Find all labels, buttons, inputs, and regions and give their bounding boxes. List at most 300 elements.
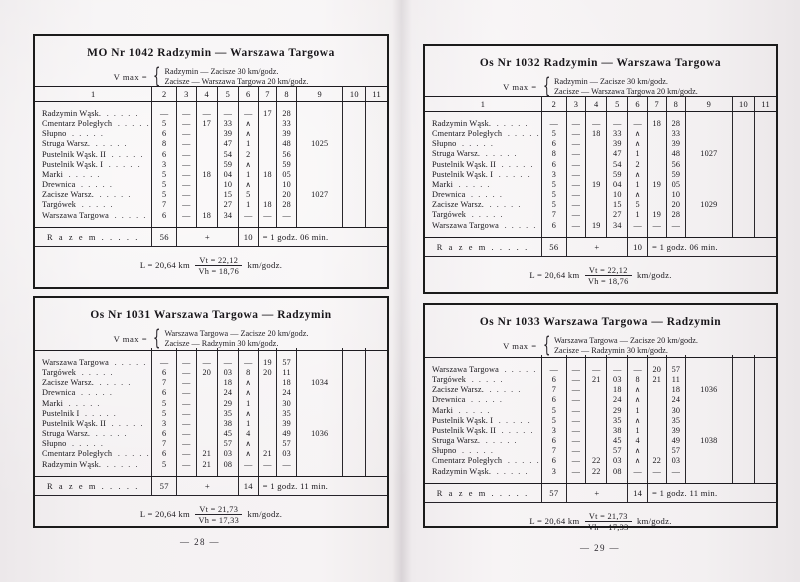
summary-total-minutes: 56 [542, 238, 567, 257]
timetable-grid [35, 86, 387, 247]
cell-c7: 18 [648, 118, 667, 128]
cell-c10 [343, 398, 366, 408]
caret-icon: ∧ [634, 395, 641, 405]
cell-c2: 6 [152, 449, 177, 459]
cell-c6: — [628, 118, 648, 128]
cell-c9 [296, 418, 342, 428]
cell-c4 [586, 190, 607, 200]
cell-c2: 8 [542, 149, 567, 159]
cell-c4 [196, 429, 217, 439]
cell-c4 [196, 200, 217, 210]
vmax-line-1: Radzymin — Zacisze 30 km/godz. [554, 77, 668, 86]
cell-c10 [732, 425, 755, 435]
cell-c3: — [566, 169, 586, 179]
cell-c5: 29 [217, 398, 238, 408]
leader-dots: . . . . . [458, 139, 495, 149]
leader-dots: . . . . . [103, 459, 140, 469]
cell-c8: 03 [277, 449, 297, 459]
cell-c6: 1 [238, 139, 258, 149]
cell-c9 [686, 466, 732, 476]
cell-c4: — [196, 108, 217, 118]
cell-c5: 24 [607, 395, 628, 405]
table-row [35, 129, 387, 139]
cell-c8: 11 [277, 367, 297, 377]
cell-c11 [755, 210, 776, 220]
cell-c5: 03 [217, 367, 238, 377]
cell-c5: 35 [607, 415, 628, 425]
cell-c6: — [628, 466, 648, 476]
cell-c7: 19 [648, 210, 667, 220]
cell-c8: 59 [277, 159, 297, 169]
station-name: Zacisze Warsz. [42, 378, 94, 388]
cell-c6: 1 [238, 398, 258, 408]
cell-c8: 39 [277, 418, 297, 428]
cell-c2: 7 [152, 439, 177, 449]
cell-c7 [648, 190, 667, 200]
cell-c6: 2 [628, 159, 648, 169]
cell-c5: 34 [607, 220, 628, 230]
cell-c4: 21 [196, 459, 217, 469]
cell-c5: 18 [607, 385, 628, 395]
cell-c7 [648, 139, 667, 149]
cell-c5: 33 [607, 128, 628, 138]
table-row [35, 408, 387, 418]
cell-c5: 38 [607, 425, 628, 435]
station-name: Słupno [42, 129, 67, 139]
cell-c8: 39 [666, 139, 686, 149]
cell-c10 [732, 179, 755, 189]
spacer-cell [648, 476, 667, 484]
cell-c10 [343, 439, 366, 449]
cell-c3: — [177, 200, 197, 210]
page-right [400, 0, 800, 582]
cell-c6 [628, 395, 648, 405]
cell-c2: 3 [542, 169, 567, 179]
station-name-cell [425, 364, 542, 374]
cell-c10 [343, 129, 366, 139]
summary-row [35, 228, 387, 247]
cell-c3: — [566, 415, 586, 425]
cell-c11 [366, 139, 387, 149]
leader-dots: . . . . . [498, 425, 535, 435]
cell-c9: 1036 [296, 429, 342, 439]
cell-c7: 17 [258, 108, 277, 118]
column-header-9: 9 [686, 97, 732, 112]
cell-c3: — [177, 429, 197, 439]
column-header-6: 6 [238, 87, 258, 102]
cell-c2: 6 [542, 436, 567, 446]
cell-c8: 33 [666, 128, 686, 138]
cell-c11 [366, 388, 387, 398]
page-number: — 28 — [180, 537, 220, 547]
cell-c7 [258, 418, 277, 428]
cell-c5: 04 [607, 179, 628, 189]
cell-c5: 39 [217, 129, 238, 139]
table-row [425, 149, 776, 159]
cell-c6 [238, 449, 258, 459]
cell-c4 [586, 395, 607, 405]
cell-c9 [296, 108, 342, 118]
cell-c3: — [177, 149, 197, 159]
table-row [35, 388, 387, 398]
cell-c11 [755, 139, 776, 149]
vmax-label: V max = [113, 333, 148, 344]
cell-c10 [343, 139, 366, 149]
cell-c8: 24 [666, 395, 686, 405]
cell-c11 [755, 395, 776, 405]
spacer-cell [566, 230, 586, 238]
station-name-cell [425, 466, 542, 476]
cell-c10 [732, 118, 755, 128]
timetable-grid [35, 348, 387, 496]
cell-c5: 08 [217, 459, 238, 469]
cell-c3: — [566, 395, 586, 405]
summary-label: R a z e m . . . . . [35, 228, 152, 247]
cell-c10 [732, 159, 755, 169]
cell-c8: 57 [666, 446, 686, 456]
column-header-1: 1 [35, 87, 152, 102]
table-row [35, 398, 387, 408]
table-row [35, 159, 387, 169]
caret-icon: ∧ [634, 169, 641, 179]
cell-c10 [343, 449, 366, 459]
station-name-cell [35, 418, 152, 428]
cell-c3: — [566, 220, 586, 230]
column-header-5: 5 [607, 97, 628, 112]
cell-c5: 24 [217, 388, 238, 398]
speed-unit: km/godz. [634, 516, 672, 527]
cell-c7 [258, 408, 277, 418]
cell-c5: 03 [217, 449, 238, 459]
distance-speed-footer [425, 503, 776, 539]
spacer-cell [35, 220, 152, 228]
station-name: Cmentarz Poległych [42, 118, 113, 128]
cell-c4 [586, 405, 607, 415]
cell-c3: — [177, 418, 197, 428]
caret-icon: ∧ [245, 118, 252, 128]
speed-vt: Vt = 22,12 [588, 265, 628, 275]
cell-c2: 3 [152, 159, 177, 169]
cell-c4 [586, 385, 607, 395]
spacer-cell [196, 220, 217, 228]
summary-plus: + [177, 228, 239, 247]
table-row [425, 405, 776, 415]
leader-dots: . . . . . [68, 439, 105, 449]
station-name: Pustelnik Wąsk. I [42, 159, 104, 169]
cell-c5: 54 [217, 149, 238, 159]
cell-c6: 4 [628, 436, 648, 446]
cell-c7 [258, 139, 277, 149]
cell-c9: 1036 [686, 385, 732, 395]
cell-c8: 39 [666, 425, 686, 435]
vmax-line-2: Zacisze — Warszawa Targowa 20 km/godz. [164, 76, 309, 86]
leader-dots: . . . . . [108, 418, 145, 428]
spacer-cell [425, 476, 542, 484]
station-name-cell [425, 139, 542, 149]
cell-c3: — [177, 378, 197, 388]
station-name-cell [35, 398, 152, 408]
cell-c7 [258, 129, 277, 139]
cell-c10 [343, 159, 366, 169]
cell-c6 [628, 415, 648, 425]
cell-c7 [648, 159, 667, 169]
station-name: Struga Warsz. [432, 149, 481, 159]
cell-c8: 30 [277, 398, 297, 408]
leader-dots: . . . . . [110, 210, 147, 220]
cell-c4 [586, 159, 607, 169]
leader-dots: . . . . . [458, 446, 495, 456]
caret-icon: ∧ [634, 128, 641, 138]
cell-c3: — [566, 210, 586, 220]
cell-c3: — [177, 159, 197, 169]
column-header-4: 4 [196, 87, 217, 102]
cell-c7 [648, 446, 667, 456]
caret-icon: ∧ [634, 139, 641, 149]
cell-c7 [648, 425, 667, 435]
summary-total-minutes: 57 [542, 484, 567, 503]
cell-c6 [238, 180, 258, 190]
cell-c7 [648, 395, 667, 405]
cell-c7: 19 [258, 357, 277, 367]
vmax-line-1: Warszawa Targowa — Zacisze 20 km/godz. [164, 329, 309, 338]
cell-c7 [648, 169, 667, 179]
cell-c6: 8 [628, 374, 648, 384]
station-name: Warszawa Targowa [42, 357, 109, 367]
speed-unit: km/godz. [245, 260, 283, 271]
summary-stop-minutes: 14 [628, 484, 648, 503]
summary-plus: + [177, 477, 239, 496]
grid-bottom-spacer-row [425, 476, 776, 484]
spacer-cell [277, 220, 297, 228]
summary-row [35, 477, 387, 496]
station-name: Drewnica [432, 190, 466, 200]
vmax-block [35, 326, 387, 351]
cell-c10 [343, 429, 366, 439]
cell-c11 [366, 378, 387, 388]
cell-c11 [755, 118, 776, 128]
cell-c5: 18 [217, 378, 238, 388]
cell-c7: — [258, 210, 277, 220]
cell-c6: 1 [628, 405, 648, 415]
cell-c8: — [666, 466, 686, 476]
station-name: Słupno [432, 446, 457, 456]
spacer-cell [296, 220, 342, 228]
spacer-cell [177, 469, 197, 477]
cell-c7 [648, 436, 667, 446]
caret-icon: ∧ [245, 388, 252, 398]
cell-c9: 1025 [296, 139, 342, 149]
caret-icon: ∧ [245, 159, 252, 169]
table-row [35, 118, 387, 128]
cell-c11 [755, 385, 776, 395]
cell-c10 [732, 374, 755, 384]
station-name: Słupno [432, 139, 457, 149]
cell-c8: 35 [666, 415, 686, 425]
leader-dots: . . . . . [482, 436, 519, 446]
station-name-cell [425, 436, 542, 446]
cell-c5: 15 [607, 200, 628, 210]
cell-c5: 59 [607, 169, 628, 179]
cell-c5: 54 [607, 159, 628, 169]
spacer-cell [258, 220, 277, 228]
cell-c2: 7 [542, 385, 567, 395]
table-row [425, 466, 776, 476]
cell-c3: — [566, 200, 586, 210]
cell-c2: 8 [152, 139, 177, 149]
station-name: Struga Warsz. [42, 429, 91, 439]
column-header-10: 10 [732, 97, 755, 112]
spacer-cell [196, 469, 217, 477]
spacer-cell [366, 469, 387, 477]
cell-c2: 6 [152, 210, 177, 220]
leader-dots: . . . . . [467, 190, 504, 200]
cell-c4 [196, 418, 217, 428]
cell-c11 [755, 200, 776, 210]
cell-c4: 21 [196, 449, 217, 459]
cell-c9 [296, 159, 342, 169]
cell-c3: — [177, 180, 197, 190]
cell-c3: — [566, 405, 586, 415]
cell-c9 [296, 388, 342, 398]
table-row [425, 179, 776, 189]
leader-dots: . . . . . [498, 159, 535, 169]
speed-vh: Vh = 18,76 [585, 275, 632, 286]
leader-dots: . . . . . [468, 210, 505, 220]
leader-dots: . . . . . [455, 405, 492, 415]
table-row [35, 200, 387, 210]
cell-c10 [732, 466, 755, 476]
cell-c8: 05 [666, 179, 686, 189]
cell-c4: 20 [196, 367, 217, 377]
station-name-cell [425, 190, 542, 200]
station-name: Marki [432, 405, 454, 415]
cell-c7: — [648, 466, 667, 476]
cell-c6: 1 [238, 200, 258, 210]
cell-c7 [258, 439, 277, 449]
leader-dots: . . . . . [485, 385, 522, 395]
cell-c2: 5 [152, 118, 177, 128]
station-name-cell [35, 190, 152, 200]
cell-c9: 1027 [296, 190, 342, 200]
leader-dots: . . . . . [482, 149, 519, 159]
column-header-3: 3 [177, 87, 197, 102]
caret-icon: ∧ [245, 449, 252, 459]
station-name: Pustelnik Wąsk. II [432, 159, 497, 169]
cell-c2: 6 [152, 129, 177, 139]
cell-c6: — [238, 210, 258, 220]
cell-c10 [732, 220, 755, 230]
spacer-cell [566, 476, 586, 484]
speed-vh: Vh = 18,76 [195, 265, 242, 276]
station-name: Drewnica [42, 180, 76, 190]
cell-c4 [196, 378, 217, 388]
station-name: Słupno [42, 439, 67, 449]
cell-c5: 04 [217, 169, 238, 179]
cell-c9 [686, 374, 732, 384]
cell-c2: 5 [152, 169, 177, 179]
cell-c5: 59 [217, 159, 238, 169]
cell-c9 [296, 439, 342, 449]
timetable-card [423, 44, 778, 294]
cell-c8: 03 [666, 456, 686, 466]
cell-c2: 6 [542, 456, 567, 466]
station-name-cell [425, 128, 542, 138]
cell-c4 [196, 190, 217, 200]
cell-c9 [296, 129, 342, 139]
cell-c6: — [628, 220, 648, 230]
cell-c8: 24 [277, 388, 297, 398]
cell-c8: 56 [277, 149, 297, 159]
cell-c11 [366, 367, 387, 377]
station-name: Targówek [432, 374, 467, 384]
cell-c2: 5 [542, 405, 567, 415]
caret-icon: ∧ [245, 408, 252, 418]
column-header-10: 10 [343, 87, 366, 102]
spacer-cell [277, 469, 297, 477]
table-title: Os Nr 1033 Warszawa Targowa — Radzymin [479, 316, 722, 328]
cell-c10 [343, 169, 366, 179]
cell-c7 [258, 180, 277, 190]
spacer-cell [607, 476, 628, 484]
station-name-cell [35, 118, 152, 128]
table-row [425, 169, 776, 179]
caret-icon: ∧ [245, 378, 252, 388]
cell-c6 [238, 378, 258, 388]
cell-c4 [196, 159, 217, 169]
station-name: Zacisze Warsz. [432, 385, 484, 395]
spacer-cell [217, 469, 238, 477]
speed-unit: km/godz. [634, 270, 672, 281]
station-name-cell [425, 159, 542, 169]
cell-c7: — [258, 459, 277, 469]
spacer-cell [732, 230, 755, 238]
spacer-cell [586, 476, 607, 484]
cell-c11 [366, 357, 387, 367]
station-name: Cmentarz Poległych [432, 456, 503, 466]
cell-c2: 3 [152, 418, 177, 428]
cell-c4 [586, 149, 607, 159]
cell-c2: 6 [152, 429, 177, 439]
table-title: MO Nr 1042 Radzymin — Warszawa Targowa [87, 47, 335, 59]
cell-c9 [296, 180, 342, 190]
table-row [425, 395, 776, 405]
table-row [35, 378, 387, 388]
cell-c4 [196, 129, 217, 139]
cell-c5: 47 [217, 139, 238, 149]
leader-dots: . . . . . [81, 408, 118, 418]
cell-c2: 5 [542, 415, 567, 425]
cell-c4 [586, 436, 607, 446]
cell-c9: 1038 [686, 436, 732, 446]
station-name: Drewnica [432, 395, 466, 405]
cell-c11 [366, 408, 387, 418]
cell-c10 [732, 139, 755, 149]
cell-c2: 5 [542, 200, 567, 210]
vmax-lines [163, 329, 308, 348]
speed-fraction [195, 505, 242, 525]
table-row [35, 357, 387, 367]
station-name: Warszawa Targowa [432, 364, 499, 374]
leader-dots: . . . . . [495, 415, 532, 425]
cell-c6 [238, 118, 258, 128]
cell-c4: 22 [586, 456, 607, 466]
summary-row [425, 484, 776, 503]
column-header-8: 8 [277, 87, 297, 102]
cell-c7 [258, 388, 277, 398]
cell-c11 [366, 108, 387, 118]
table-row [425, 456, 776, 466]
cell-c9 [296, 149, 342, 159]
